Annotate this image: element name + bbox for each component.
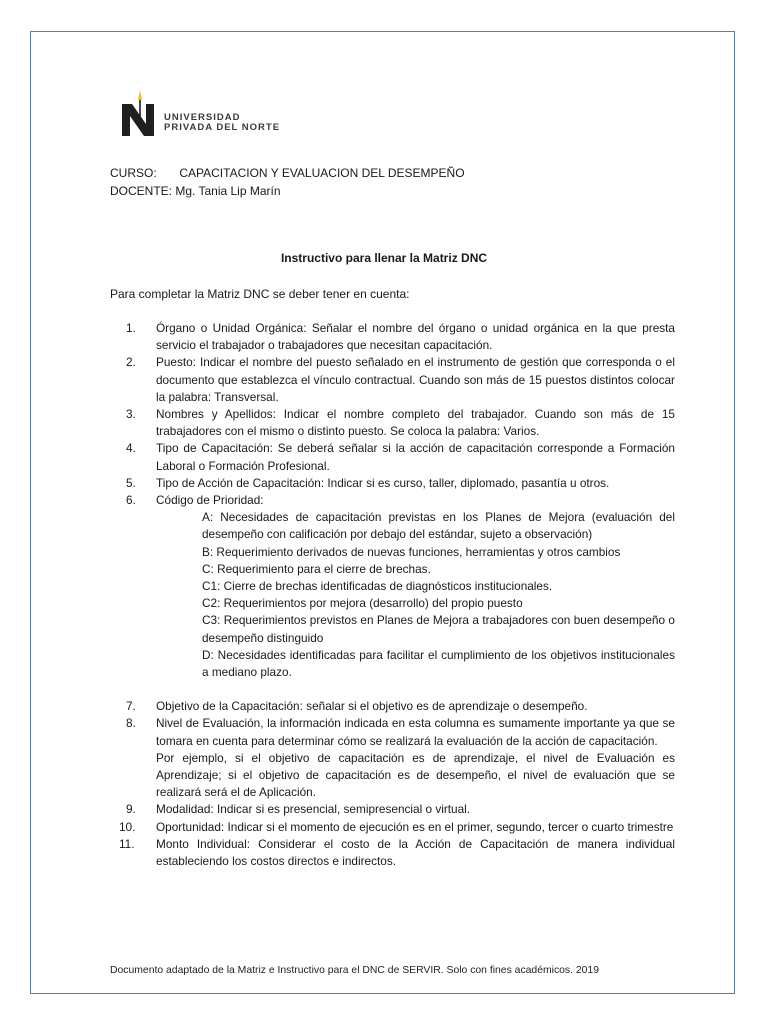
item-text: Código de Prioridad:	[156, 493, 264, 508]
course-value: CAPACITACION Y EVALUACION DEL DESEMPEÑO	[179, 166, 465, 180]
priority-code-c2: C2: Requerimientos por mejora (desarrollo) del propio puesto	[202, 596, 523, 611]
item-text: Tipo de Capacitación: Se deberá señalar si la acción de capacitación corresponde a Formación Laboral o Formación Profesional.	[156, 441, 675, 473]
upn-logo-icon	[116, 86, 162, 142]
course-label: CURSO:	[110, 166, 157, 180]
item-number: 7.	[126, 699, 136, 714]
priority-code-d: D: Necesidades identificadas para facilitar el cumplimiento de los objetivos institucionales a mediano plazo.	[202, 647, 675, 680]
teacher-label: DOCENTE:	[110, 184, 173, 198]
item-text: Modalidad: Indicar si es presencial, semipresencial o virtual.	[156, 802, 471, 817]
item-number: 2.	[126, 355, 136, 370]
item-number: 10.	[119, 819, 136, 834]
course-line	[110, 164, 465, 182]
item-number: 11.	[119, 836, 135, 851]
document-title: Instructivo para llenar la Matriz DNC	[280, 251, 488, 265]
spacer	[110, 681, 675, 698]
teacher-value: Mg. Tania Lip Marín	[175, 184, 281, 198]
list-item	[110, 406, 675, 440]
item-text: Nombres y Apellidos: Indicar el nombre completo del trabajador. Cuando son más de 15 trabajadores con el mismo o distinto puesto. Se coloca la palabra: Varios.	[156, 407, 675, 439]
list-item	[110, 320, 675, 354]
item-text: Tipo de Acción de Capacitación: Indicar si es curso, taller, diplomado, pasantía u otros.	[156, 475, 610, 490]
item8-example: Por ejemplo, si el objetivo de capacitación es de aprendizaje, el nivel de Evaluación es Aprendizaje; si el objetivo de capacitación es de desempeño, el nivel de evaluación que se realizará será el de Aplicación.	[156, 750, 675, 800]
item-text: Objetivo de la Capacitación: señalar si el objetivo es de aprendizaje o desempeño.	[156, 699, 588, 714]
intro-text: Para completar la Matriz DNC se deber tener en cuenta:	[110, 287, 410, 301]
list-item	[110, 492, 675, 509]
list-item	[110, 440, 675, 474]
instructions-list	[110, 320, 675, 870]
item-text: Monto Individual: Considerar el costo de la Acción de Capacitación de manera individual estableciendo los costos directos e indirectos.	[156, 836, 675, 869]
footer-note: Documento adaptado de la Matriz e Instructivo para el DNC de SERVIR. Solo con fines académicos. 2019	[110, 965, 600, 976]
list-item	[110, 354, 675, 406]
priority-code-c: C: Requerimiento para el cierre de brechas.	[202, 561, 431, 576]
item-number: 5.	[126, 475, 136, 490]
item-number: 1.	[126, 321, 136, 335]
list-item	[110, 715, 675, 749]
course-header	[110, 164, 465, 200]
item-number: 9.	[126, 802, 136, 817]
list-item	[110, 801, 675, 818]
item-number: 8.	[126, 716, 136, 731]
item-number: 3.	[126, 407, 136, 422]
list-item	[110, 836, 675, 870]
priority-code-a: A: Necesidades de capacitación previstas en los Planes de Mejora (evaluación del desempeño con calificación por debajo del estándar, sujeto a observación)	[202, 510, 675, 542]
item-text: Órgano o Unidad Orgánica: Señalar el nombre del órgano o unidad orgánica en la que presta servicio el trabajador o trabajadores que necesitan capacitación.	[156, 321, 675, 353]
item-text: Oportunidad: Indicar si el momento de ejecución es en el primer, segundo, tercer o cuarto trimestre	[156, 819, 674, 834]
item-number: 4.	[126, 441, 136, 456]
teacher-line	[110, 182, 465, 200]
item-text: Nivel de Evaluación, la información indicada en esta columna es sumamente importante ya que se tomara en cuenta para determinar cómo se realizará la evaluación de la acción de capacitación.	[156, 716, 675, 748]
logo-line-2: PRIVADA DEL NORTE	[164, 122, 281, 133]
logo-text	[164, 113, 280, 133]
logo-line-1: UNIVERSIDAD	[164, 112, 241, 123]
item-number: 6.	[126, 493, 136, 508]
priority-code-c3: C3: Requerimientos previstos en Planes de Mejora a trabajadores con buen desempeño o desempeño distinguido	[202, 613, 675, 645]
list-item	[110, 819, 675, 836]
priority-code-c1: C1: Cierre de brechas identificadas de diagnósticos institucionales.	[202, 579, 553, 594]
priority-code-b: B: Requerimiento derivados de nuevas funciones, herramientas y otros cambios	[202, 544, 621, 559]
list-item	[110, 475, 675, 492]
university-logo	[116, 86, 286, 146]
item-text: Puesto: Indicar el nombre del puesto señalado en el instrumento de gestión que corresponda o el documento que establezca el vínculo contractual. Cuando son más de 15 puestos distintos colocar la palabra: Transversal.	[156, 355, 675, 404]
list-item	[110, 698, 675, 715]
